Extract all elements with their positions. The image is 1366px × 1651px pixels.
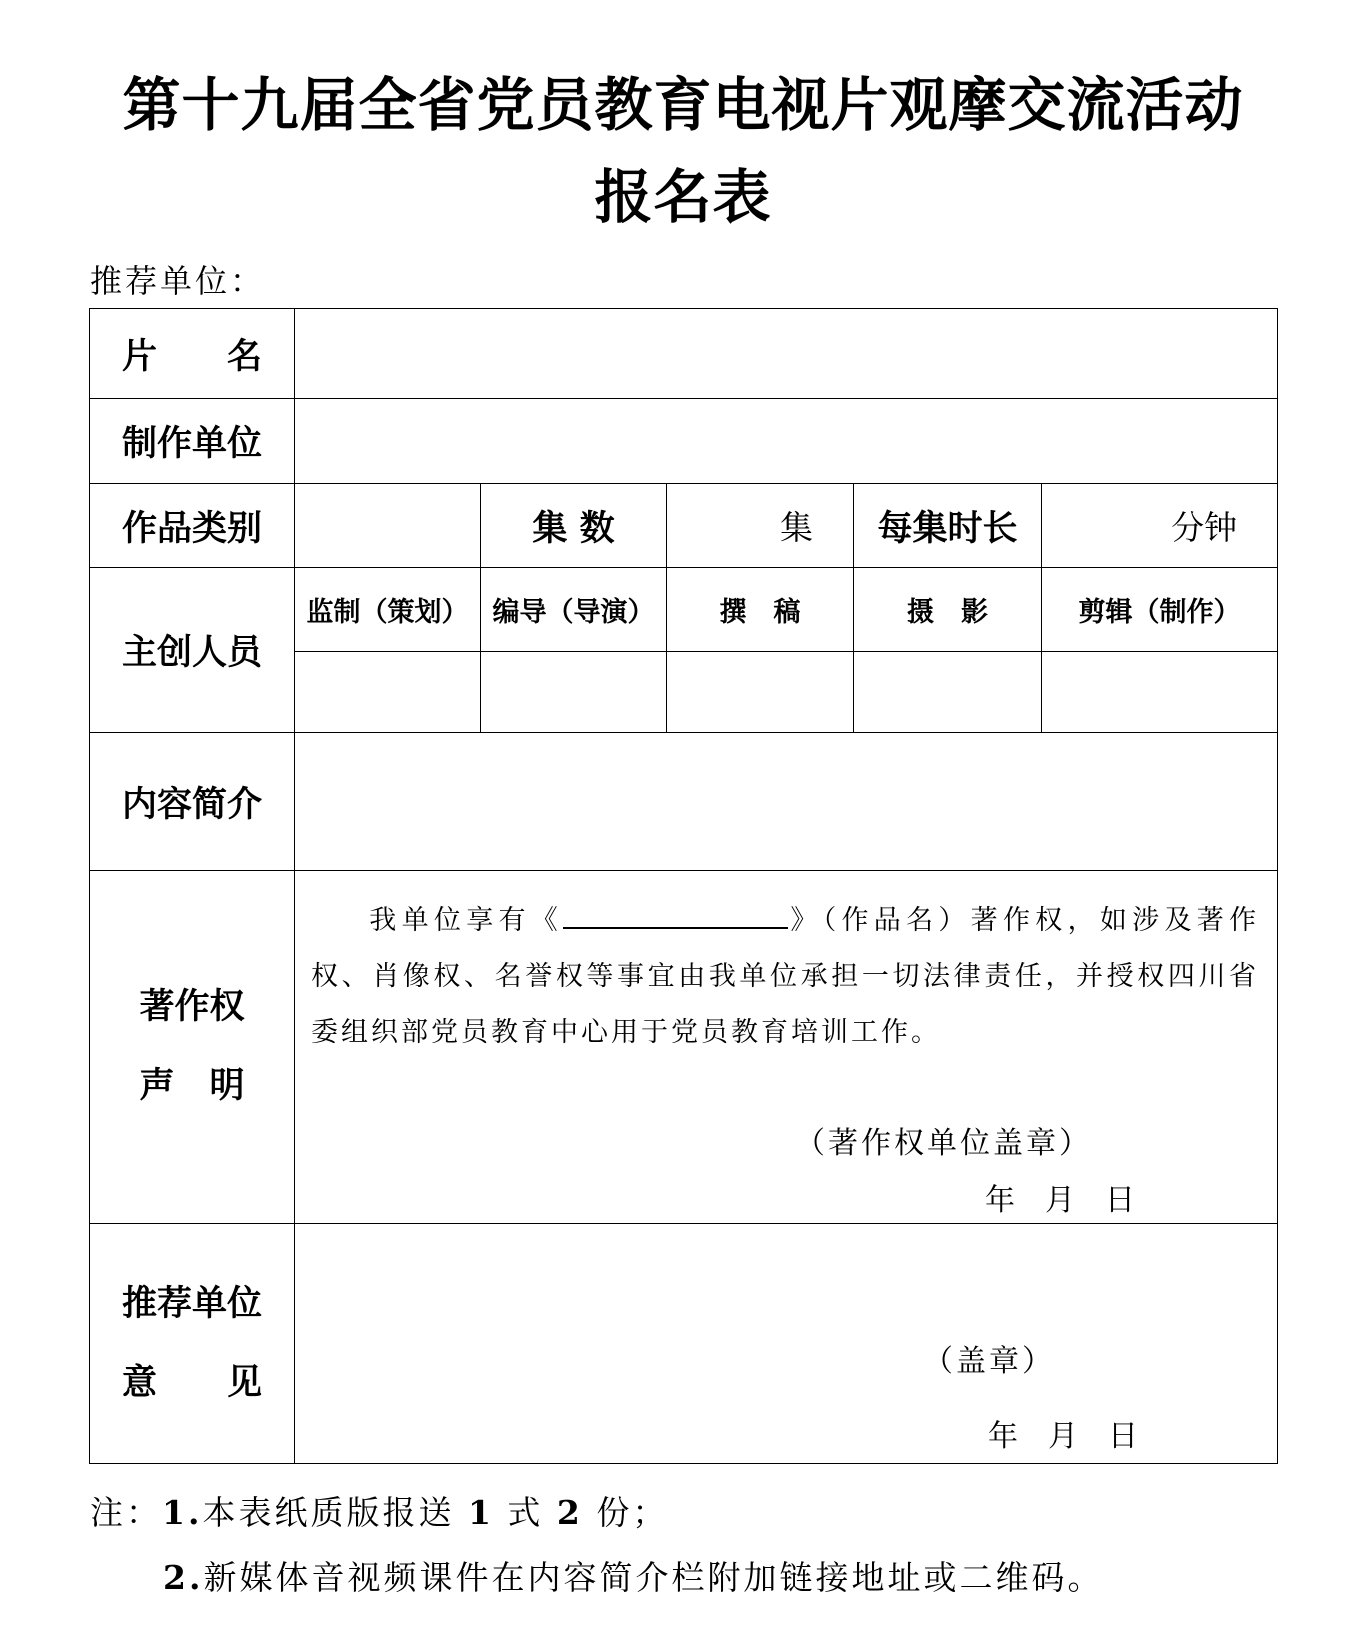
episodes-label: 集 数: [481, 484, 667, 568]
note-prefix: 注：: [90, 1493, 162, 1532]
role-writer: 撰 稿: [667, 568, 854, 652]
role-editor: 剪辑（制作）: [1042, 568, 1278, 652]
row-category: [90, 484, 1278, 568]
film-name-field[interactable]: [295, 309, 1278, 399]
role-camera: 摄 影: [854, 568, 1042, 652]
recommendation-label-line2: 意 见: [121, 1362, 262, 1403]
duration-unit: 分钟: [1171, 508, 1238, 547]
note1-number: 1.: [162, 1493, 203, 1532]
note-1: [90, 1487, 668, 1534]
camera-field[interactable]: [854, 652, 1042, 733]
note1-text-c: 份；: [596, 1493, 669, 1532]
note-2: [163, 1552, 1103, 1599]
registration-table: [89, 308, 1278, 1464]
episodes-field[interactable]: [667, 484, 854, 568]
recommendation-field[interactable]: [295, 1224, 1278, 1464]
duration-field[interactable]: [1042, 484, 1278, 568]
recommend-unit-label: 推荐单位：: [90, 262, 266, 300]
copyright-label-line2: 声 明: [139, 1066, 245, 1106]
role-supervisor: 监制（策划）: [295, 568, 481, 652]
copyright-label-line1: 著作权: [139, 987, 245, 1027]
editor-field[interactable]: [1042, 652, 1278, 733]
copyright-text: [311, 893, 1259, 1061]
note1-text-b: 式: [507, 1493, 544, 1532]
row-staff-roles: [90, 568, 1278, 652]
form-title: 第十九届全省党员教育电视片观摩交流活动: [122, 71, 1244, 139]
copyright-statement: [295, 871, 1278, 1224]
row-copyright: [90, 871, 1278, 1224]
recommendation-label-line1: 推荐单位: [121, 1283, 262, 1324]
copyright-stamp-label: （著作权单位盖章）: [795, 1126, 1092, 1161]
staff-label: 主创人员: [90, 568, 295, 733]
copyright-text-a: 我单位享有《: [367, 905, 564, 936]
note2-text: 新媒体音视频课件在内容简介栏附加链接地址或二维码。: [203, 1558, 1104, 1597]
copyright-label: [90, 871, 295, 1224]
category-label: 作品类别: [90, 484, 295, 568]
recommendation-label: [90, 1224, 295, 1464]
row-recommendation: [90, 1224, 1278, 1464]
recommendation-date: 年 月 日: [988, 1419, 1138, 1454]
recommendation-stamp-label: （盖章）: [923, 1344, 1055, 1379]
role-director: 编导（导演）: [481, 568, 667, 652]
row-film-name: [90, 309, 1278, 399]
row-summary: [90, 733, 1278, 871]
writer-field[interactable]: [667, 652, 854, 733]
duration-label: 每集时长: [854, 484, 1042, 568]
production-unit-label: 制作单位: [90, 399, 295, 484]
supervisor-field[interactable]: [295, 652, 481, 733]
note1-copies-count: 1: [467, 1493, 494, 1532]
category-field[interactable]: [295, 484, 481, 568]
work-name-blank[interactable]: [563, 899, 788, 929]
copyright-text-b: 》（作品名）著作权，如涉及著作权、肖像权、名誉权等事宜由我单位承担一切法律责任，并授权四川省委组织部党员教育中心用于党员教育培训工作。: [311, 905, 1260, 1048]
copyright-date: 年 月 日: [985, 1183, 1135, 1218]
director-field[interactable]: [481, 652, 667, 733]
summary-label: 内容简介: [90, 733, 295, 871]
form-subtitle: 报名表: [594, 163, 772, 231]
production-unit-field[interactable]: [295, 399, 1278, 484]
film-name-label: 片 名: [90, 309, 295, 399]
row-production-unit: [90, 399, 1278, 484]
episodes-unit: 集: [780, 508, 813, 547]
note1-sets-count: 2: [556, 1493, 583, 1532]
summary-field[interactable]: [295, 733, 1278, 871]
note1-text-a: 本表纸质版报送: [202, 1493, 455, 1532]
note2-number: 2.: [163, 1558, 204, 1597]
